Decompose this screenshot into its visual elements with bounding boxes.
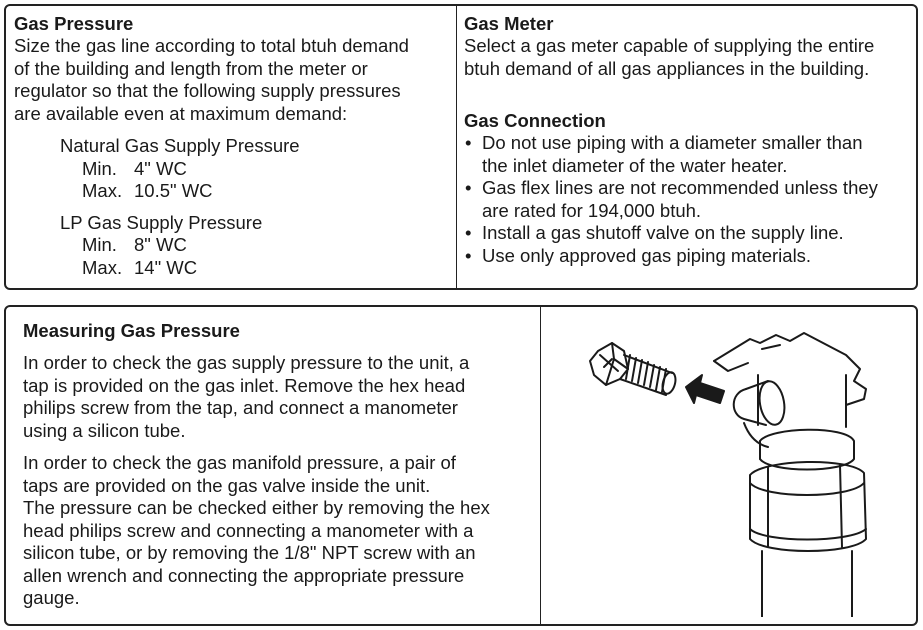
list-item-line: • Use only approved gas piping materials. bbox=[482, 244, 812, 266]
min-value: 4" WC bbox=[134, 157, 187, 179]
paragraph-line: taps are provided on the gas valve inside the unit. bbox=[23, 474, 431, 496]
list-item bbox=[464, 177, 914, 222]
lp-gas-max bbox=[14, 257, 454, 280]
max-label: Max. bbox=[82, 180, 123, 201]
gas-connection-section bbox=[464, 110, 914, 267]
natural-gas-spec bbox=[14, 135, 454, 203]
measuring-paragraph-2 bbox=[23, 452, 533, 610]
measuring-gas-pressure-heading: Measuring Gas Pressure bbox=[23, 320, 240, 341]
insert-arrow-icon bbox=[686, 375, 724, 403]
max-value: 10.5" WC bbox=[134, 180, 213, 201]
lp-gas-spec bbox=[14, 212, 454, 280]
gas-valve-fitting-icon bbox=[714, 333, 866, 617]
gas-meter-line: Select a gas meter capable of supplying the entire bbox=[464, 35, 875, 56]
paragraph-line: head philips screw and connecting a manometer with a bbox=[23, 519, 474, 541]
list-item-line: • Do not use piping with a diameter smaller than bbox=[482, 132, 863, 153]
paragraph-line: using a silicon tube. bbox=[23, 419, 186, 441]
list-item-line: the inlet diameter of the water heater. bbox=[482, 154, 788, 176]
paragraph-line: The pressure can be checked either by removing the hex bbox=[23, 497, 490, 518]
paragraph-line: allen wrench and connecting the appropriate pressure bbox=[23, 564, 465, 586]
paragraph-line: In order to check the gas manifold pressure, a pair of bbox=[23, 452, 456, 473]
paragraph-line: silicon tube, or by removing the 1/8" NPT screw with an bbox=[23, 542, 476, 563]
gas-pressure-line: are available even at maximum demand: bbox=[14, 102, 348, 124]
paragraph-line: philips screw from the tap, and connect a manometer bbox=[23, 397, 458, 418]
natural-gas-min bbox=[14, 158, 454, 181]
gas-inlet-tap-screw-illustration bbox=[554, 315, 910, 617]
gas-requirements-box bbox=[4, 4, 918, 290]
min-label: Min. bbox=[82, 234, 117, 255]
gas-meter-heading: Gas Meter bbox=[464, 13, 554, 34]
max-value: 14" WC bbox=[134, 256, 198, 278]
gas-meter-line: btuh demand of all gas appliances in the building. bbox=[464, 57, 870, 79]
natural-gas-title: Natural Gas Supply Pressure bbox=[60, 135, 300, 156]
gas-pressure-line: Size the gas line according to total btuh demand bbox=[14, 35, 409, 56]
min-label: Min. bbox=[82, 157, 117, 179]
gas-pressure-section bbox=[14, 13, 454, 279]
list-item-line: • Gas flex lines are not recommended unless they bbox=[482, 177, 878, 198]
paragraph-line: tap is provided on the gas inlet. Remove the hex head bbox=[23, 374, 466, 396]
gas-connection-heading: Gas Connection bbox=[464, 110, 606, 131]
top-box-divider bbox=[456, 6, 457, 288]
gas-pressure-line: of the building and length from the meter or bbox=[14, 57, 368, 79]
gas-pressure-text bbox=[14, 35, 454, 125]
paragraph-line: In order to check the gas supply pressure to the unit, a bbox=[23, 352, 470, 373]
measuring-paragraph-1 bbox=[23, 352, 533, 442]
list-item bbox=[464, 132, 914, 177]
list-item-line: are rated for 194,000 btuh. bbox=[482, 199, 702, 221]
paragraph-line: gauge. bbox=[23, 587, 80, 608]
max-label: Max. bbox=[82, 256, 123, 278]
bottom-box-divider bbox=[540, 307, 541, 624]
gas-meter-section bbox=[464, 13, 914, 80]
natural-gas-max bbox=[14, 180, 454, 203]
hex-head-screw-icon bbox=[590, 343, 678, 395]
lp-gas-min bbox=[14, 234, 454, 257]
gas-pressure-heading: Gas Pressure bbox=[14, 13, 134, 34]
list-item bbox=[464, 222, 914, 245]
gas-pressure-line: regulator so that the following supply pressures bbox=[14, 80, 401, 101]
lp-gas-title: LP Gas Supply Pressure bbox=[60, 211, 263, 233]
measuring-gas-pressure-box bbox=[4, 305, 918, 626]
measuring-gas-pressure-section bbox=[23, 320, 533, 610]
list-item bbox=[464, 245, 914, 268]
min-value: 8" WC bbox=[134, 234, 187, 255]
gas-connection-list bbox=[464, 132, 914, 267]
list-item-line: • Install a gas shutoff valve on the supply line. bbox=[482, 222, 844, 243]
